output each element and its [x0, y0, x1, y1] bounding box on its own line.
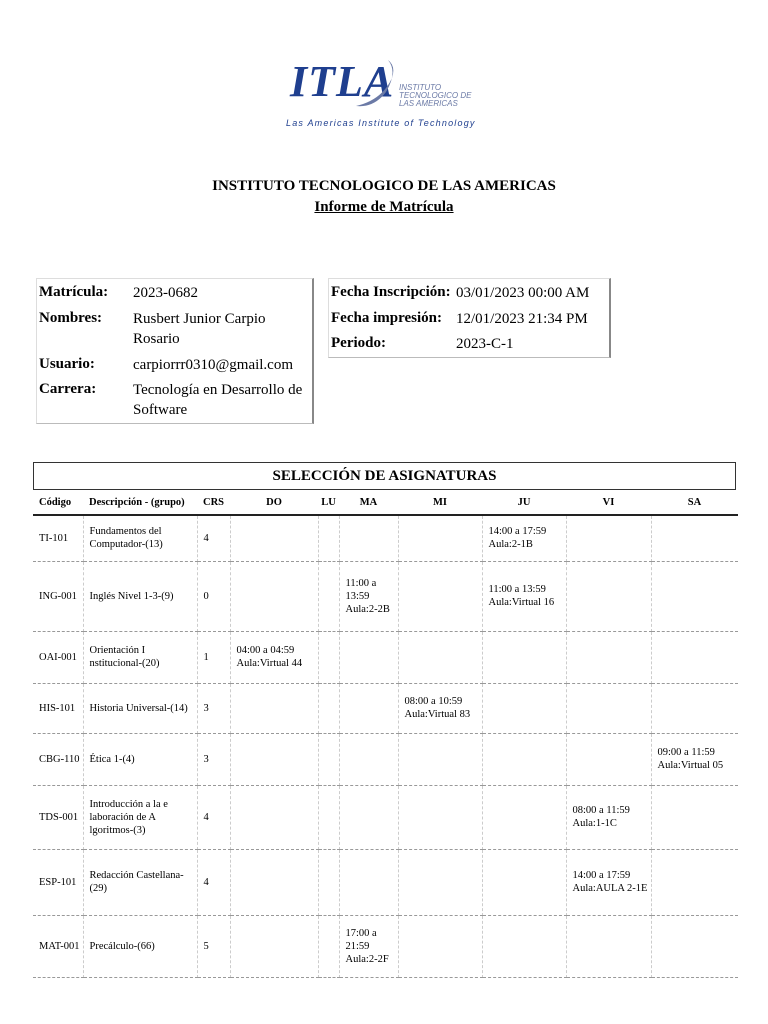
column-header: DO: [230, 490, 318, 515]
cell-ju: 11:00 a 13:59 Aula:Virtual 16: [482, 561, 566, 631]
table-row: [33, 631, 738, 683]
cell-mi: [398, 631, 482, 683]
table-row: [33, 733, 738, 785]
cell-ju: [482, 733, 566, 785]
cell-desc: Historia Universal-(14): [83, 683, 197, 733]
usuario-label: Usuario:: [39, 356, 95, 372]
cell-vi: [566, 631, 651, 683]
cell-crs: 1: [197, 631, 230, 683]
cell-ju: [482, 683, 566, 733]
cell-lu: [318, 631, 339, 683]
cell-ju: [482, 631, 566, 683]
table-row: [33, 915, 738, 977]
cell-lu: [318, 515, 339, 561]
cell-code: MAT-001: [33, 915, 83, 977]
cell-ma: 17:00 a 21:59 Aula:2-2F: [339, 915, 398, 977]
cell-sa: [651, 515, 738, 561]
cell-crs: 3: [197, 733, 230, 785]
periodo-value: 2023-C-1: [456, 336, 514, 352]
cell-ma: [339, 785, 398, 849]
cell-ma: [339, 733, 398, 785]
table-row: [33, 561, 738, 631]
cell-crs: 4: [197, 849, 230, 915]
table-row: [33, 515, 738, 561]
table-row: [33, 849, 738, 915]
table-row: [33, 683, 738, 733]
periodo-label: Periodo:: [331, 335, 386, 351]
cell-crs: 0: [197, 561, 230, 631]
carrera-label: Carrera:: [39, 381, 97, 397]
column-header: Código: [33, 490, 83, 515]
cell-vi: [566, 915, 651, 977]
cell-sa: [651, 849, 738, 915]
course-schedule-table: [33, 490, 738, 978]
cell-desc: Precálculo-(66): [83, 915, 197, 977]
cell-desc: Ética 1-(4): [83, 733, 197, 785]
cell-vi: 08:00 a 11:59 Aula:1-1C: [566, 785, 651, 849]
cell-sa: 09:00 a 11:59 Aula:Virtual 05: [651, 733, 738, 785]
cell-crs: 4: [197, 515, 230, 561]
cell-mi: 08:00 a 10:59 Aula:Virtual 83: [398, 683, 482, 733]
logo-tagline: Las Americas Institute of Technology: [286, 118, 476, 128]
course-selection-section: [33, 462, 736, 978]
column-header: Descripción - (grupo): [83, 490, 197, 515]
logo-inst-line: INSTITUTO: [399, 83, 442, 92]
fecha-inscripcion-value: 03/01/2023 00:00 AM: [456, 285, 590, 301]
report-institution-title: INSTITUTO TECNOLOGICO DE LAS AMERICAS: [212, 178, 556, 194]
cell-vi: [566, 683, 651, 733]
matricula-value: 2023-0682: [133, 285, 198, 301]
cell-ju: [482, 915, 566, 977]
cell-desc: Inglés Nivel 1-3-(9): [83, 561, 197, 631]
cell-code: OAI-001: [33, 631, 83, 683]
table-row: [33, 785, 738, 849]
cell-code: TDS-001: [33, 785, 83, 849]
cell-do: [230, 785, 318, 849]
cell-sa: [651, 683, 738, 733]
nombres-value: Rusbert Junior Carpio Rosario: [133, 311, 266, 347]
column-header: SA: [651, 490, 738, 515]
column-header: MA: [339, 490, 398, 515]
cell-ma: [339, 849, 398, 915]
cell-desc: Introducción a la e laboración de A lgoritmos-(3): [83, 785, 197, 849]
logo-mark: ITLA: [290, 57, 395, 106]
cell-ma: [339, 515, 398, 561]
cell-sa: [651, 561, 738, 631]
cell-crs: 3: [197, 683, 230, 733]
cell-ma: [339, 683, 398, 733]
cell-ju: [482, 785, 566, 849]
table-header-row: [33, 490, 738, 515]
table-body: [33, 515, 738, 977]
cell-do: [230, 561, 318, 631]
cell-lu: [318, 785, 339, 849]
column-header: JU: [482, 490, 566, 515]
logo-swoosh-icon: [352, 58, 400, 110]
cell-lu: [318, 683, 339, 733]
cell-sa: [651, 915, 738, 977]
fecha-impresion-value: 12/01/2023 21:34 PM: [456, 311, 588, 327]
cell-vi: [566, 561, 651, 631]
cell-do: [230, 849, 318, 915]
cell-vi: [566, 515, 651, 561]
logo-institution-text: [399, 84, 471, 108]
course-selection-title: SELECCIÓN DE ASIGNATURAS: [33, 462, 736, 490]
matricula-label: Matrícula:: [39, 284, 109, 300]
cell-mi: [398, 733, 482, 785]
report-title: Informe de Matrícula: [314, 199, 454, 215]
cell-ma: [339, 631, 398, 683]
cell-sa: [651, 785, 738, 849]
cell-do: [230, 733, 318, 785]
logo-inst-line: TECNOLOGICO DE: [399, 91, 472, 100]
cell-do: [230, 515, 318, 561]
itla-logo: [286, 56, 486, 132]
cell-ju: [482, 849, 566, 915]
enrollment-info-box: [328, 278, 611, 358]
logo-inst-line: LAS AMERICAS: [399, 99, 458, 108]
cell-desc: Fundamentos del Computador-(13): [83, 515, 197, 561]
cell-lu: [318, 915, 339, 977]
cell-mi: [398, 515, 482, 561]
cell-mi: [398, 561, 482, 631]
cell-code: HIS-101: [33, 683, 83, 733]
column-header: LU: [318, 490, 339, 515]
cell-ma: 11:00 a 13:59 Aula:2-2B: [339, 561, 398, 631]
cell-code: CBG-110: [33, 733, 83, 785]
column-header: MI: [398, 490, 482, 515]
cell-desc: Orientación I nstitucional-(20): [83, 631, 197, 683]
cell-do: [230, 683, 318, 733]
cell-desc: Redacción Castellana-(29): [83, 849, 197, 915]
cell-lu: [318, 849, 339, 915]
cell-lu: [318, 561, 339, 631]
cell-vi: [566, 733, 651, 785]
cell-mi: [398, 785, 482, 849]
cell-do: [230, 915, 318, 977]
usuario-value: carpiorrr0310@gmail.com: [133, 357, 294, 373]
cell-ju: 14:00 a 17:59 Aula:2-1B: [482, 515, 566, 561]
cell-code: TI-101: [33, 515, 83, 561]
column-header: VI: [566, 490, 651, 515]
carrera-value: Tecnología en Desarrollo de Software: [133, 382, 303, 418]
student-info-box: [36, 278, 314, 424]
nombres-label: Nombres:: [39, 310, 103, 326]
cell-mi: [398, 849, 482, 915]
cell-vi: 14:00 a 17:59 Aula:AULA 2-1E: [566, 849, 651, 915]
cell-code: ESP-101: [33, 849, 83, 915]
cell-do: 04:00 a 04:59 Aula:Virtual 44: [230, 631, 318, 683]
cell-mi: [398, 915, 482, 977]
cell-crs: 5: [197, 915, 230, 977]
fecha-inscripcion-label: Fecha Inscripción:: [331, 284, 451, 300]
cell-crs: 4: [197, 785, 230, 849]
cell-code: ING-001: [33, 561, 83, 631]
cell-lu: [318, 733, 339, 785]
fecha-impresion-label: Fecha impresión:: [331, 310, 442, 326]
cell-sa: [651, 631, 738, 683]
column-header: CRS: [197, 490, 230, 515]
